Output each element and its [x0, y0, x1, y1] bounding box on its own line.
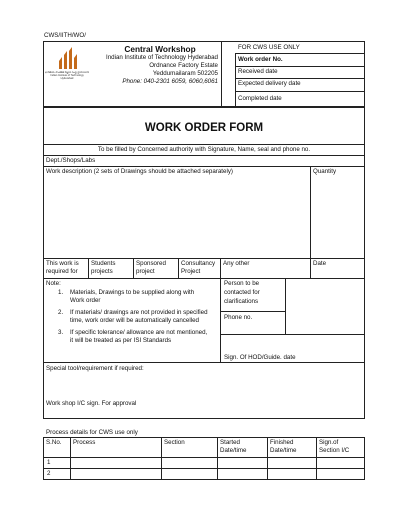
reference-number: CWS/IITH/WO/ [44, 32, 86, 39]
completed-date-label: Completed date [238, 95, 282, 102]
required-for-label-1: This work is [46, 260, 79, 267]
notes-title: Note: [46, 280, 61, 287]
note-text-1a: Materials, Drawings to be supplied along with [70, 289, 195, 296]
note-number-3: 3. [58, 329, 64, 336]
any-other-label: Any other [223, 260, 250, 267]
logo-caption [44, 71, 90, 81]
logo-caption-english: Indian Institute of Technology Hyderabad [50, 74, 84, 81]
process-header-started-1: Started [220, 439, 240, 446]
org-name-text: Central Workshop [124, 44, 196, 54]
process-header-sno: S.No. [46, 439, 62, 446]
dept-label: Dept./Shops/Labs [46, 157, 96, 164]
form-title: WORK ORDER FORM [144, 122, 264, 134]
process-row-1-number: 1 [47, 459, 51, 466]
process-header-sign-2: Section I/C [319, 447, 350, 454]
org-name [95, 44, 225, 54]
work-description-label: Work description (2 sets of Drawings should be attached separately) [46, 168, 233, 175]
process-caption: Process details for CWS use only [46, 429, 138, 436]
contact-person-line-1: Person to be [224, 280, 260, 287]
note-text-3a: If specific tolerance/ allowance are not mentioned, [70, 329, 208, 336]
process-header-process: Process [73, 439, 96, 446]
authority-note: To be filled by Concerned authority with Signature, Name, seal and phone no. [97, 146, 311, 153]
note-number-2: 2. [58, 309, 64, 316]
phone-numbers: Phone: 040-2301 6059, 6060,6061 [122, 77, 218, 85]
sponsored-project-line-1: Sponsored [136, 260, 166, 267]
work-order-no-label: Work order No. [238, 56, 283, 63]
process-header-started-2: Date/time [220, 447, 247, 454]
process-header-finished-1: Finished [270, 439, 294, 446]
process-header-section: Section [164, 439, 185, 446]
sponsored-project-line-2: project [136, 268, 155, 275]
required-for-label-2: required for [46, 268, 78, 275]
students-projects-line-1: Students [91, 260, 116, 267]
address-line-1: Ordnance Factory Estate [149, 61, 218, 69]
note-text-3b: it will be treated as per ISI Standards [70, 337, 172, 344]
note-number-1: 1. [58, 289, 64, 296]
consultancy-project-line-2: Project [181, 268, 201, 275]
contact-person-line-3: clarifications [224, 298, 259, 305]
note-text-2b: time, work order will be automatically cancelled [70, 317, 199, 324]
quantity-label: Quantity [313, 168, 337, 175]
contact-person-line-2: contacted for [224, 289, 260, 296]
process-row-2-number: 2 [47, 470, 51, 477]
institute-name: Indian Institute of Technology Hyderabad [105, 54, 218, 61]
note-text-1b: Work order [70, 297, 101, 304]
received-date-label: Received date [238, 68, 278, 75]
workshop-sign-label: Work shop I/C sign. For approval [46, 400, 137, 407]
date-label: Date [313, 260, 327, 267]
process-header-finished-2: Date/time [270, 447, 297, 454]
logo-caption-telugu: భారతీయ సాంకేతిక విజ్ఞాన సంస్థ హైదరాబాద్ [44, 71, 90, 74]
students-projects-line-2: projects [91, 268, 113, 275]
institute-logo [57, 46, 79, 70]
process-header-sign-1: Sign.of [319, 439, 339, 446]
address-line-2: Yeddumailaram 502205 [152, 69, 218, 77]
hod-sign-label: Sign. Of HOD/Guide. date [224, 354, 296, 361]
note-text-2a: If materials/ drawings are not provided in specified [70, 309, 208, 316]
phone-no-label: Phone no. [224, 314, 253, 321]
consultancy-project-line-1: Consultancy [181, 260, 216, 267]
cws-use-only-title: FOR CWS USE ONLY [238, 44, 300, 51]
special-tool-label: Special tool/requirement if required: [46, 365, 144, 372]
expected-delivery-label: Expected delivery date [238, 80, 301, 87]
header-address [106, 54, 218, 86]
